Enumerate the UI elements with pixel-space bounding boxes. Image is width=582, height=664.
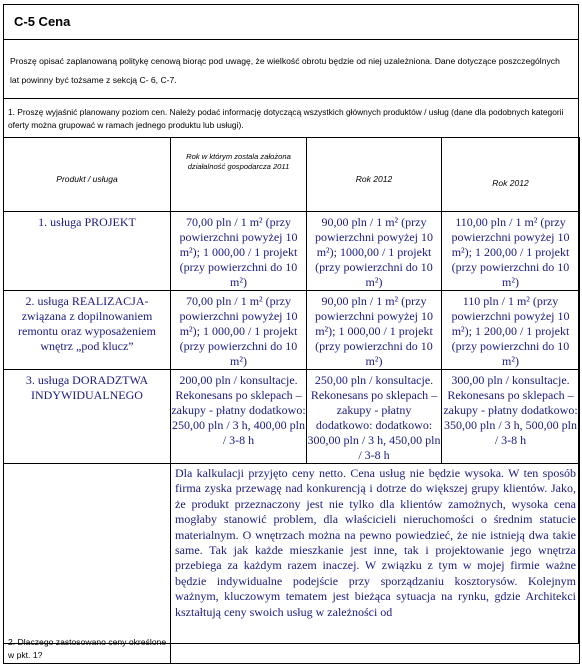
divider [3,98,579,99]
column-header-product: Produkt / usługa [4,138,171,212]
product-name: 3. usługa DORADZTWA INDYWIDUALNEGO [4,370,171,464]
price-cell: 200,00 pln / konsultacje. Rekonesans po sklepach – zakupy - płatny dodatkowo: 250,00 pln / 3 h, 400,00 pln / 3-8 h [171,370,307,464]
section-intro-text: Proszę opisać zaplanowaną politykę cenową biorąc pod uwagę, że wielkość obrotu będzie od niej uzależniona. Dane dotyczące poszczególnych lat powinny być tożsame z sekcją C- 6, C-7. [10,56,560,85]
price-cell: 300,00 pln / konsultacje. Rekonesans po sklepach – zakupy - płatny dodatkowo: 350,00 pln / 3 h, 500,00 pln / 3-8 h [442,370,580,464]
table-header-row [4,138,580,212]
section-header [3,4,579,40]
table-row [4,212,580,291]
price-cell: 70,00 pln / 1 m² (przy powierzchni powyżej 10 m²); 1 000,00 / 1 projekt (przy powierzchni do 10 m²) [171,212,307,291]
column-header-year-founded: Rok w którym zostala założona działalność gospodarcza 2011 [171,138,307,212]
price-cell: 70,00 pln / 1 m² (przy powierzchni powyżej 10 m²); 1 000,00 / 1 projekt (przy powierzchni do 10 m²) [171,291,307,370]
price-cell: 250,00 pln / konsultacje. Rekonesans po sklepach – zakupy - płatny dodatkowo: dodatkowo: 300,00 pln / 3 h, 450,00 pln / 3-8 h [307,370,442,464]
column-header-year-3: Rok 2012 [442,138,580,212]
price-cell: 110 pln / 1 m² (przy powierzchni powyżej 10 m²); 1 200,00 / 1 projekt (przy powierzchni do 10 m²) [442,291,580,370]
table-row [4,370,580,464]
product-name: 1. usługa PROJEKT [4,212,171,291]
question-1-text: 1. Proszę wyjaśnić planowany poziom cen. Należy podać informację dotyczącą wszystkich głównych produktów / usług (dane dla podobnych kategorii oferty można grupować w ramach jednego produktu lub usługi). [8,107,564,130]
question-2-label: 2. Dlaczego zastosowano ceny określone w pkt. 1? [4,464,171,664]
price-cell: 90,00 pln / 1 m² (przy powierzchni powyżej 10 m²); 1 000,00 / 1 projekt (przy powierzchni do 10 m²) [307,291,442,370]
price-cell: 90,00 pln / 1 m² (przy powierzchni powyżej 10 m²); 1000,00 / 1 projekt (przy powierzchni do 10 m²) [307,212,442,291]
price-cell: 110,00 pln / 1 m² (przy powierzchni powyżej 10 m²); 1 200,00 / 1 projekt (przy powierzchni do 10 m²) [442,212,580,291]
price-table [3,137,580,664]
table-row [4,291,580,370]
column-header-year-2: Rok 2012 [307,138,442,212]
product-name: 2. usługa REALIZACJA- związana z dopilnowaniem remontu oraz wyposażeniem wnętrz „pod klucz” [4,291,171,370]
section-title: C-5 Cena [14,14,71,29]
question-2-answer: Dla kalkulacji przyjęto ceny netto. Cena usług nie będzie wysoka. W ten sposób firma zyska przewagę nad konkurencją i dotrze do większej grupy klientów. Jako, że produkt przeznaczony jest nie tylko dla klientów zamożnych, wysoka cena mogłaby stanowić problem, dla właścicieli nieruchomości o średnim statucie materialnym. O wnętrzach można na pewno powiedzieć, że nie istnieją dwa takie same. Tak jak każde mieszkanie jest inne, tak i projektowanie jego wnętrza przebiega za każdym razem inaczej. W związku z tym w mojej firmie ważne będzie indywidualne podejście przy sporządzaniu kosztorysów. Kolejnym ważnym, kluczowym tematem jest bieżąca sytuacja na rynku, gdzie Architekci kształtują ceny swoich usług w zależności od [171,464,580,664]
